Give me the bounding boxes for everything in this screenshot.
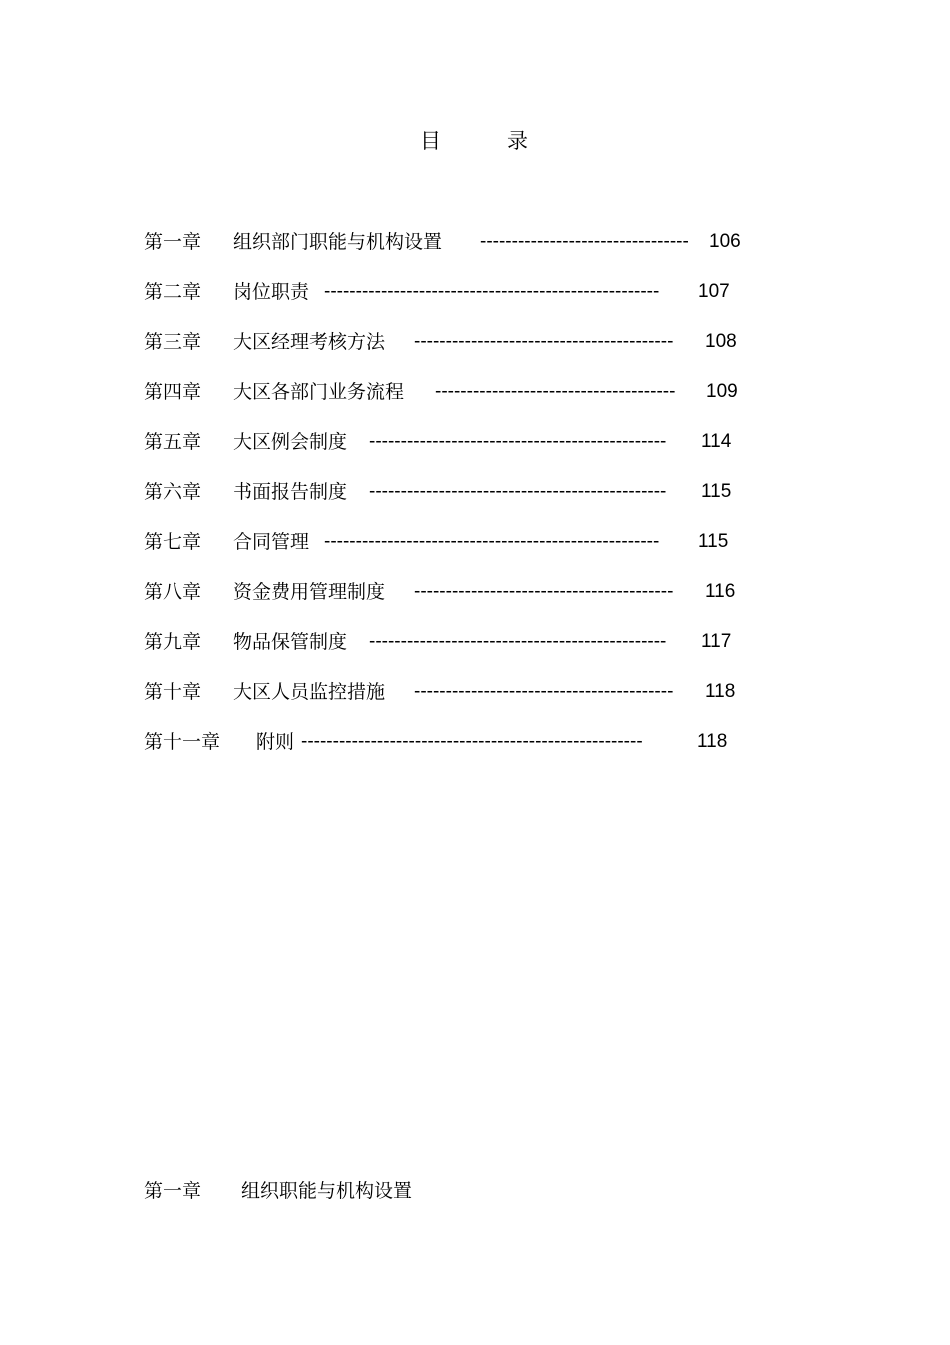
toc-page-number: 109 xyxy=(706,381,738,402)
toc-entry[interactable] xyxy=(144,478,784,528)
toc-chapter-name: 资金费用管理制度 xyxy=(233,581,386,603)
toc-chapter-name: 大区人员监控措施 xyxy=(233,681,386,703)
toc-leader-dots: ----------------------------------------------------- xyxy=(324,281,660,302)
toc-page-number: 118 xyxy=(697,731,728,752)
toc-chapter-name: 附则 xyxy=(256,731,295,753)
toc-chapter-number: 第二章 xyxy=(144,281,202,303)
toc-leader-dots: ----------------------------------------------- xyxy=(369,631,667,652)
toc-entry[interactable] xyxy=(144,528,784,578)
toc-chapter-number: 第十一章 xyxy=(144,731,221,753)
toc-title-part1: 目 xyxy=(420,129,441,153)
toc-chapter-name: 岗位职责 xyxy=(233,281,310,303)
toc-leader-dots: ------------------------------------------------------ xyxy=(301,731,643,752)
toc-page-number: 108 xyxy=(705,331,737,352)
toc-title-part2: 录 xyxy=(507,129,528,153)
toc-leader-dots: ----------------------------------------- xyxy=(414,331,674,352)
toc-entry[interactable] xyxy=(144,728,784,778)
toc-entry[interactable] xyxy=(144,328,784,378)
toc-chapter-number: 第四章 xyxy=(144,381,202,403)
toc-leader-dots: ----------------------------------------- xyxy=(414,581,674,602)
toc-page-number: 115 xyxy=(701,481,732,502)
toc-entry[interactable] xyxy=(144,278,784,328)
toc-chapter-number: 第八章 xyxy=(144,581,202,603)
toc-leader-dots: ----------------------------------------------- xyxy=(369,431,667,452)
section-heading xyxy=(144,1177,412,1205)
toc-page-number: 106 xyxy=(709,231,741,252)
toc-chapter-name: 组织部门职能与机构设置 xyxy=(233,231,443,253)
toc-title xyxy=(420,128,528,154)
toc-page-number: 116 xyxy=(705,581,736,602)
toc-entry[interactable] xyxy=(144,228,784,278)
toc-entry[interactable] xyxy=(144,578,784,628)
toc-chapter-name: 物品保管制度 xyxy=(233,631,348,653)
toc-chapter-name: 合同管理 xyxy=(233,531,310,553)
toc-chapter-name: 大区例会制度 xyxy=(233,431,348,453)
toc-chapter-name: 大区经理考核方法 xyxy=(233,331,386,353)
toc-leader-dots: ----------------------------------------- xyxy=(414,681,674,702)
toc-page-number: 107 xyxy=(698,281,730,302)
toc-entry[interactable] xyxy=(144,428,784,478)
section-chapter-name: 组织职能与机构设置 xyxy=(241,1180,413,1202)
toc-chapter-name: 书面报告制度 xyxy=(233,481,348,503)
toc-leader-dots: --------------------------------- xyxy=(480,231,689,252)
toc-page-number: 115 xyxy=(698,531,729,552)
toc-entry[interactable] xyxy=(144,628,784,678)
toc-chapter-number: 第一章 xyxy=(144,231,202,253)
toc-chapter-number: 第七章 xyxy=(144,531,202,553)
toc-leader-dots: ----------------------------------------------- xyxy=(369,481,667,502)
toc-chapter-number: 第六章 xyxy=(144,481,202,503)
toc-chapter-number: 第五章 xyxy=(144,431,202,453)
toc-page-number: 117 xyxy=(701,631,732,652)
toc-chapter-number: 第九章 xyxy=(144,631,202,653)
toc-entry[interactable] xyxy=(144,378,784,428)
toc-entry[interactable] xyxy=(144,678,784,728)
toc-chapter-name: 大区各部门业务流程 xyxy=(233,381,405,403)
toc-chapter-number: 第三章 xyxy=(144,331,202,353)
toc-chapter-number: 第十章 xyxy=(144,681,202,703)
toc-page-number: 118 xyxy=(705,681,736,702)
toc-page-number: 114 xyxy=(701,431,732,452)
toc-leader-dots: ----------------------------------------------------- xyxy=(324,531,660,552)
toc-list xyxy=(144,228,784,778)
toc-leader-dots: -------------------------------------- xyxy=(435,381,676,402)
section-chapter-number: 第一章 xyxy=(144,1180,202,1202)
